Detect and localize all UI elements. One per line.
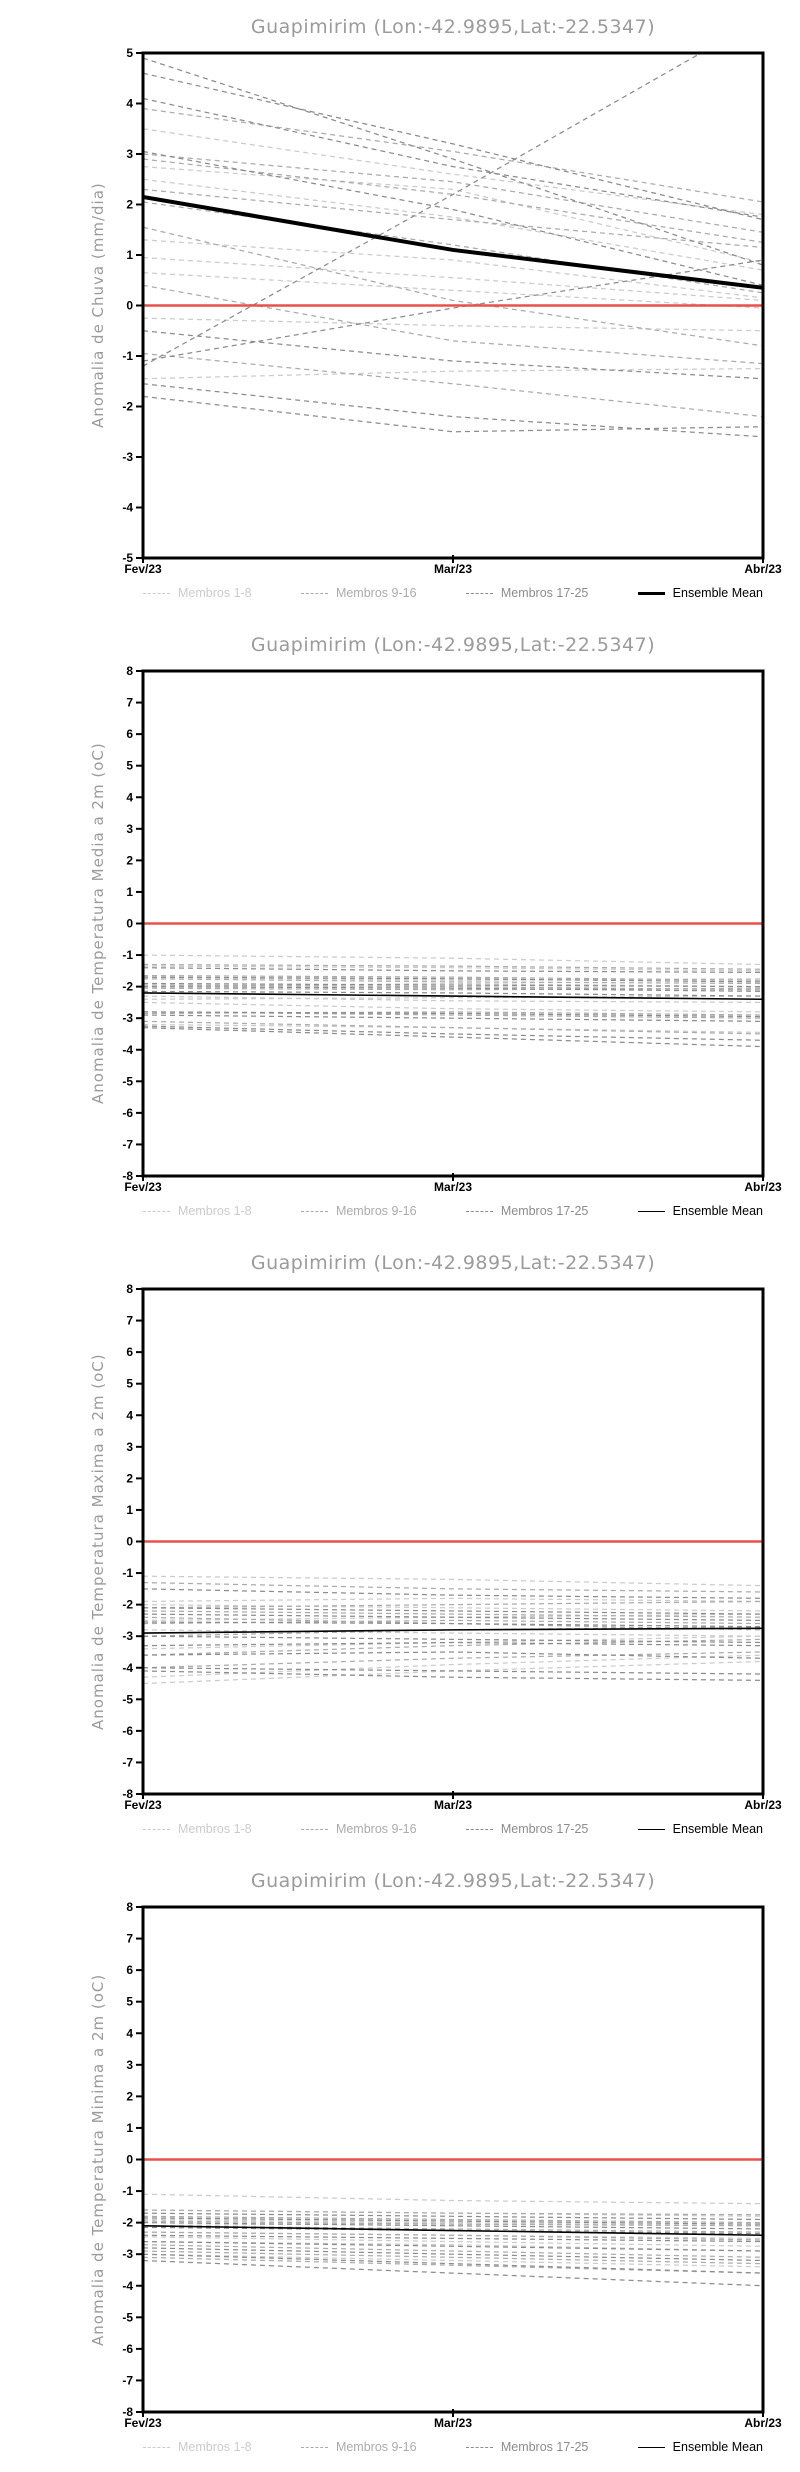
svg-text:8: 8 <box>126 664 133 678</box>
svg-text:1: 1 <box>126 248 133 262</box>
svg-text:4: 4 <box>126 1408 133 1423</box>
svg-text:-5: -5 <box>122 1074 133 1089</box>
chart-title: Guapimirim (Lon:-42.9895,Lat:-22.5347) <box>250 1252 656 1274</box>
dashed-line-swatch <box>301 1829 328 1830</box>
legend-label: Membros 9-16 <box>335 586 417 600</box>
x-tick-label-fev: Fev/23 <box>124 1180 162 1194</box>
dashed-line-swatch <box>301 1211 328 1212</box>
legend-item-membros-17-25 <box>466 586 589 600</box>
svg-text:2: 2 <box>126 853 133 868</box>
svg-text:-4: -4 <box>122 1042 133 1057</box>
svg-text:-8: -8 <box>122 1169 133 1183</box>
legend-item-membros-9-16 <box>301 1822 417 1836</box>
svg-text:0: 0 <box>126 2152 133 2167</box>
svg-text:1: 1 <box>126 884 133 899</box>
svg-text:-2: -2 <box>122 2215 133 2230</box>
x-tick-label-abr: Abr/23 <box>744 1180 782 1194</box>
svg-text:4: 4 <box>126 790 133 805</box>
legend-label: Membros 1-8 <box>178 1822 252 1836</box>
legend-item-membros-9-16 <box>301 586 417 600</box>
dashed-line-swatch <box>143 1829 170 1830</box>
legend-item-membros-17-25 <box>466 1822 589 1836</box>
chart-mean-temperature-anomaly <box>0 618 800 1236</box>
x-tick-label-mar: Mar/23 <box>433 1798 473 1812</box>
svg-text:3: 3 <box>126 1439 133 1454</box>
svg-text:-4: -4 <box>122 2278 133 2293</box>
legend-label: Membros 17-25 <box>500 2440 589 2454</box>
dashed-line-swatch <box>466 1211 493 1212</box>
svg-text:-5: -5 <box>122 551 133 565</box>
svg-text:8: 8 <box>126 1900 133 1914</box>
svg-text:6: 6 <box>126 727 133 742</box>
svg-text:2: 2 <box>126 1471 133 1486</box>
svg-text:0: 0 <box>126 916 133 931</box>
svg-text:-4: -4 <box>122 500 133 515</box>
svg-text:5: 5 <box>126 1376 133 1391</box>
svg-text:-2: -2 <box>122 979 133 994</box>
legend-label: Ensemble Mean <box>672 1204 763 1218</box>
x-tick-label-mar: Mar/23 <box>433 2416 473 2430</box>
dashed-line-swatch <box>143 593 170 594</box>
svg-text:-2: -2 <box>122 1597 133 1612</box>
y-axis-label: Anomalia de Temperatura Minima a 2m (oC) <box>89 1973 107 2346</box>
svg-text:7: 7 <box>126 1313 133 1328</box>
svg-text:3: 3 <box>126 147 133 161</box>
svg-text:5: 5 <box>126 758 133 773</box>
x-tick-label-abr: Abr/23 <box>744 562 782 576</box>
chart-title: Guapimirim (Lon:-42.9895,Lat:-22.5347) <box>250 634 656 656</box>
svg-text:5: 5 <box>126 46 133 60</box>
x-tick-label-fev: Fev/23 <box>124 2416 162 2430</box>
dashed-line-swatch <box>466 593 493 594</box>
legend-item-ensemble-mean <box>638 1204 763 1218</box>
chart-max-temperature-anomaly <box>0 1236 800 1854</box>
legend-item-ensemble-mean <box>638 2440 763 2454</box>
svg-text:6: 6 <box>126 1963 133 1978</box>
y-axis-label: Anomalia de Chuva (mm/dia) <box>89 182 107 429</box>
svg-text:0: 0 <box>126 298 133 313</box>
svg-text:-6: -6 <box>122 1105 133 1120</box>
svg-text:4: 4 <box>126 96 133 111</box>
svg-text:-3: -3 <box>122 450 133 464</box>
legend-item-membros-1-8 <box>143 1204 252 1218</box>
chart-min-temperature-anomaly <box>0 1854 800 2472</box>
svg-text:-1: -1 <box>122 349 133 363</box>
legend-item-membros-1-8 <box>143 1822 252 1836</box>
x-tick-label-abr: Abr/23 <box>744 2416 782 2430</box>
legend-label: Membros 17-25 <box>500 1822 589 1836</box>
solid-line-swatch <box>638 2447 665 2448</box>
chart-title: Guapimirim (Lon:-42.9895,Lat:-22.5347) <box>250 16 656 38</box>
legend <box>143 1204 763 1218</box>
svg-text:8: 8 <box>126 1282 133 1296</box>
solid-line-swatch <box>638 1211 665 1212</box>
svg-text:-7: -7 <box>122 1755 133 1770</box>
solid-line-swatch <box>638 592 665 595</box>
legend-item-membros-17-25 <box>466 1204 589 1218</box>
x-tick-label-fev: Fev/23 <box>124 1798 162 1812</box>
plot-area <box>0 0 800 618</box>
svg-text:-3: -3 <box>122 1011 133 1026</box>
chart-title: Guapimirim (Lon:-42.9895,Lat:-22.5347) <box>250 1870 656 1892</box>
svg-text:0: 0 <box>126 1534 133 1549</box>
svg-text:1: 1 <box>126 2120 133 2135</box>
dashed-line-swatch <box>143 2447 170 2448</box>
svg-text:-1: -1 <box>122 1566 133 1581</box>
legend-label: Membros 1-8 <box>178 586 252 600</box>
svg-text:-7: -7 <box>122 1137 133 1152</box>
legend-item-membros-1-8 <box>143 586 252 600</box>
legend-label: Membros 9-16 <box>335 2440 417 2454</box>
legend-item-membros-9-16 <box>301 2440 417 2454</box>
plot-area <box>0 1854 800 2472</box>
chart-rain-anomaly <box>0 0 800 618</box>
svg-text:1: 1 <box>126 1502 133 1517</box>
svg-text:-5: -5 <box>122 1692 133 1707</box>
legend-label: Ensemble Mean <box>672 1822 763 1836</box>
svg-text:2: 2 <box>126 2089 133 2104</box>
plot-area <box>0 1236 800 1854</box>
legend-label: Membros 9-16 <box>335 1822 417 1836</box>
svg-text:-7: -7 <box>122 2373 133 2388</box>
y-axis-label: Anomalia de Temperatura Maxima a 2m (oC) <box>89 1353 107 1730</box>
legend-item-ensemble-mean <box>638 586 763 600</box>
svg-text:-2: -2 <box>122 399 133 414</box>
svg-text:-8: -8 <box>122 2405 133 2419</box>
legend-label: Membros 17-25 <box>500 1204 589 1218</box>
svg-text:-8: -8 <box>122 1787 133 1801</box>
dashed-line-swatch <box>466 1829 493 1830</box>
solid-line-swatch <box>638 1829 665 1830</box>
svg-text:3: 3 <box>126 821 133 836</box>
legend-item-membros-9-16 <box>301 1204 417 1218</box>
svg-text:-5: -5 <box>122 2310 133 2325</box>
legend-label: Membros 17-25 <box>500 586 589 600</box>
x-tick-label-fev: Fev/23 <box>124 562 162 576</box>
legend-label: Membros 9-16 <box>335 1204 417 1218</box>
legend-label: Ensemble Mean <box>672 2440 763 2454</box>
legend <box>143 2440 763 2454</box>
svg-text:5: 5 <box>126 1994 133 2009</box>
legend-label: Membros 1-8 <box>178 2440 252 2454</box>
legend-label: Membros 1-8 <box>178 1204 252 1218</box>
svg-text:7: 7 <box>126 695 133 710</box>
y-axis-label: Anomalia de Temperatura Media a 2m (oC) <box>89 742 107 1105</box>
svg-text:-6: -6 <box>122 2341 133 2356</box>
legend-item-membros-17-25 <box>466 2440 589 2454</box>
svg-text:-4: -4 <box>122 1660 133 1675</box>
dashed-line-swatch <box>466 2447 493 2448</box>
legend <box>143 1822 763 1836</box>
svg-text:-1: -1 <box>122 2184 133 2199</box>
x-tick-label-mar: Mar/23 <box>433 1180 473 1194</box>
dashed-line-swatch <box>143 1211 170 1212</box>
svg-text:2: 2 <box>126 197 133 212</box>
x-tick-label-mar: Mar/23 <box>433 562 473 576</box>
plot-area <box>0 618 800 1236</box>
svg-text:7: 7 <box>126 1931 133 1946</box>
legend-item-membros-1-8 <box>143 2440 252 2454</box>
svg-text:-1: -1 <box>122 948 133 963</box>
legend-label: Ensemble Mean <box>672 586 763 600</box>
x-tick-label-abr: Abr/23 <box>744 1798 782 1812</box>
svg-text:4: 4 <box>126 2026 133 2041</box>
svg-text:3: 3 <box>126 2057 133 2072</box>
dashed-line-swatch <box>301 593 328 594</box>
svg-text:-6: -6 <box>122 1723 133 1738</box>
svg-text:-3: -3 <box>122 2247 133 2262</box>
svg-text:6: 6 <box>126 1345 133 1360</box>
legend <box>143 586 763 600</box>
dashed-line-swatch <box>301 2447 328 2448</box>
legend-item-ensemble-mean <box>638 1822 763 1836</box>
svg-text:-3: -3 <box>122 1629 133 1644</box>
